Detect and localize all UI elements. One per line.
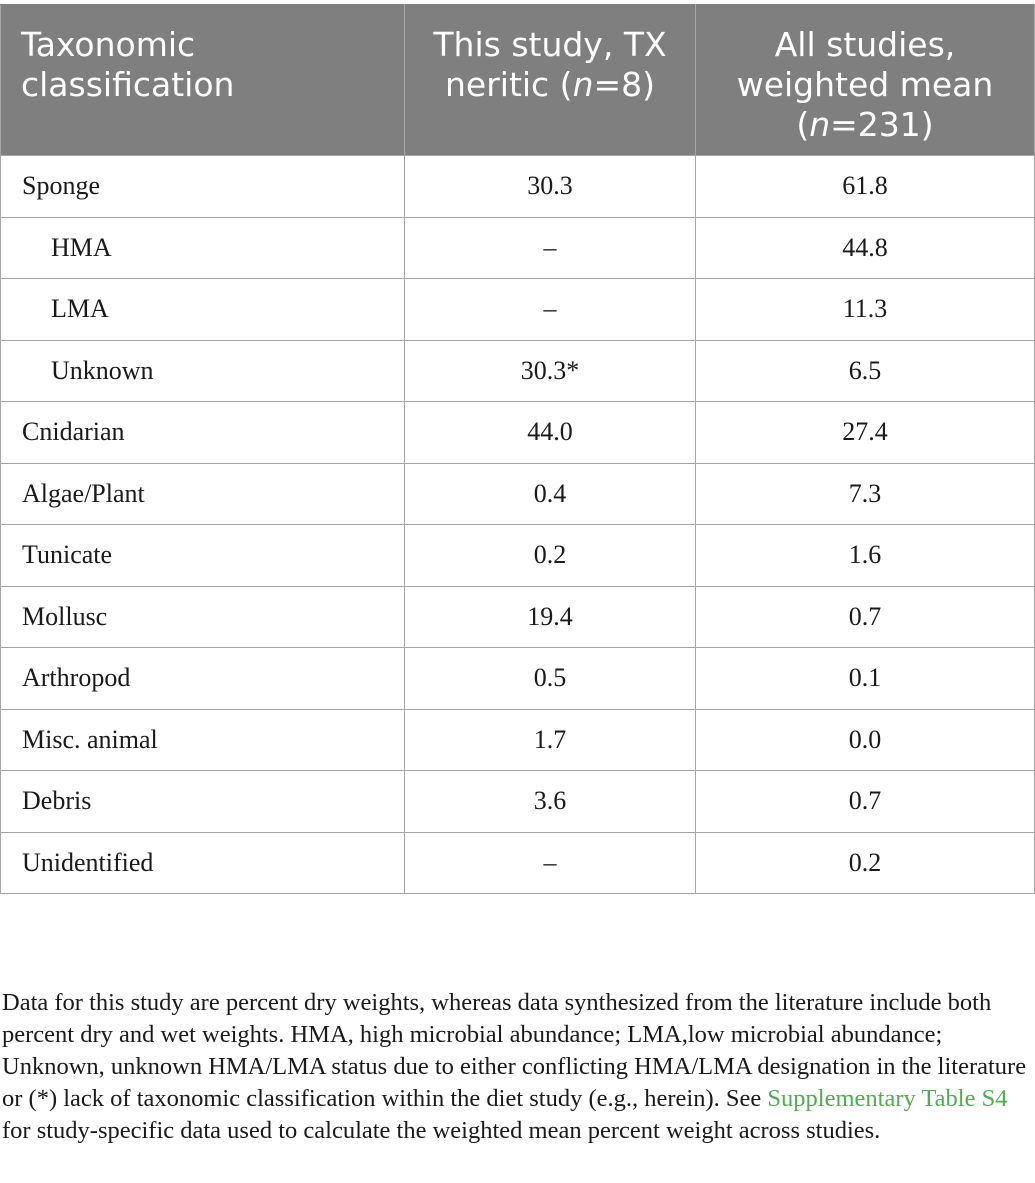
all-studies-value: 27.4 — [696, 402, 1035, 464]
table-row — [1, 463, 1035, 525]
header-col2-line1: This study, TX — [433, 25, 667, 64]
all-studies-value: 0.7 — [696, 771, 1035, 833]
table-row — [1, 279, 1035, 341]
header-col1-line1: Taxonomic — [21, 25, 196, 64]
footnote-text-after: for study-specific data used to calculate the weighted mean percent weight across studies. — [2, 1117, 881, 1145]
this-study-value: 44.0 — [405, 402, 696, 464]
header-col2-n: n — [572, 65, 594, 104]
header-this-study — [405, 5, 696, 156]
row-label: Algae/Plant — [1, 463, 405, 525]
row-label: Tunicate — [1, 525, 405, 587]
row-label: Unknown — [1, 340, 405, 402]
table-header — [1, 5, 1035, 156]
all-studies-value: 1.6 — [696, 525, 1035, 587]
row-label: Misc. animal — [1, 709, 405, 771]
all-studies-value: 0.0 — [696, 709, 1035, 771]
this-study-value: 1.7 — [405, 709, 696, 771]
table-row — [1, 648, 1035, 710]
table-footnote — [2, 987, 1034, 1148]
all-studies-value: 6.5 — [696, 340, 1035, 402]
table-row — [1, 771, 1035, 833]
table-body — [1, 156, 1035, 894]
this-study-value: – — [405, 279, 696, 341]
row-label: Debris — [1, 771, 405, 833]
row-label: Arthropod — [1, 648, 405, 710]
all-studies-value: 44.8 — [696, 217, 1035, 279]
supplementary-table-link[interactable]: Supplementary Table S4 — [767, 1085, 1008, 1113]
this-study-value: 0.4 — [405, 463, 696, 525]
header-col3-line2: weighted mean — [736, 65, 994, 104]
row-label: LMA — [1, 279, 405, 341]
table-row — [1, 402, 1035, 464]
this-study-value: – — [405, 217, 696, 279]
diet-composition-table — [0, 4, 1035, 894]
table-row — [1, 709, 1035, 771]
header-col1-line2: classification — [21, 65, 235, 104]
all-studies-value: 0.1 — [696, 648, 1035, 710]
this-study-value: 0.5 — [405, 648, 696, 710]
header-col3-n: n — [809, 105, 831, 144]
header-col3-line3-pre: ( — [796, 105, 810, 144]
header-col2-line2-pre: neritic ( — [444, 65, 573, 104]
this-study-value: 30.3* — [405, 340, 696, 402]
table-row — [1, 525, 1035, 587]
table-row — [1, 586, 1035, 648]
row-label: HMA — [1, 217, 405, 279]
all-studies-value: 11.3 — [696, 279, 1035, 341]
this-study-value: 3.6 — [405, 771, 696, 833]
header-all-studies — [696, 5, 1035, 156]
row-label: Sponge — [1, 156, 405, 218]
this-study-value: 0.2 — [405, 525, 696, 587]
footnote-text-before: Data for this study are percent dry weights, whereas data synthesized from the literature include both percent dry and wet weights. HMA, high microbial abundance; LMA,low microbial abundance; Unknown, unknown HMA/LMA status due to either conflicting HMA/LMA designation in the literature or (*) lack of taxonomic classification within the diet study (e.g., herein). See — [2, 988, 1027, 1113]
all-studies-value: 7.3 — [696, 463, 1035, 525]
header-col2-line2-post: =8) — [593, 65, 656, 104]
all-studies-value: 0.2 — [696, 832, 1035, 894]
table-row — [1, 832, 1035, 894]
table-row — [1, 156, 1035, 218]
header-col3-line1: All studies, — [774, 25, 956, 64]
all-studies-value: 0.7 — [696, 586, 1035, 648]
row-label: Unidentified — [1, 832, 405, 894]
this-study-value: 19.4 — [405, 586, 696, 648]
this-study-value: – — [405, 832, 696, 894]
this-study-value: 30.3 — [405, 156, 696, 218]
row-label: Mollusc — [1, 586, 405, 648]
all-studies-value: 61.8 — [696, 156, 1035, 218]
row-label: Cnidarian — [1, 402, 405, 464]
table-row — [1, 340, 1035, 402]
header-col3-line3-post: =231) — [830, 105, 934, 144]
table-row — [1, 217, 1035, 279]
header-taxonomic-classification — [1, 5, 405, 156]
header-row — [1, 5, 1035, 156]
diet-composition-table-container — [0, 4, 1034, 894]
